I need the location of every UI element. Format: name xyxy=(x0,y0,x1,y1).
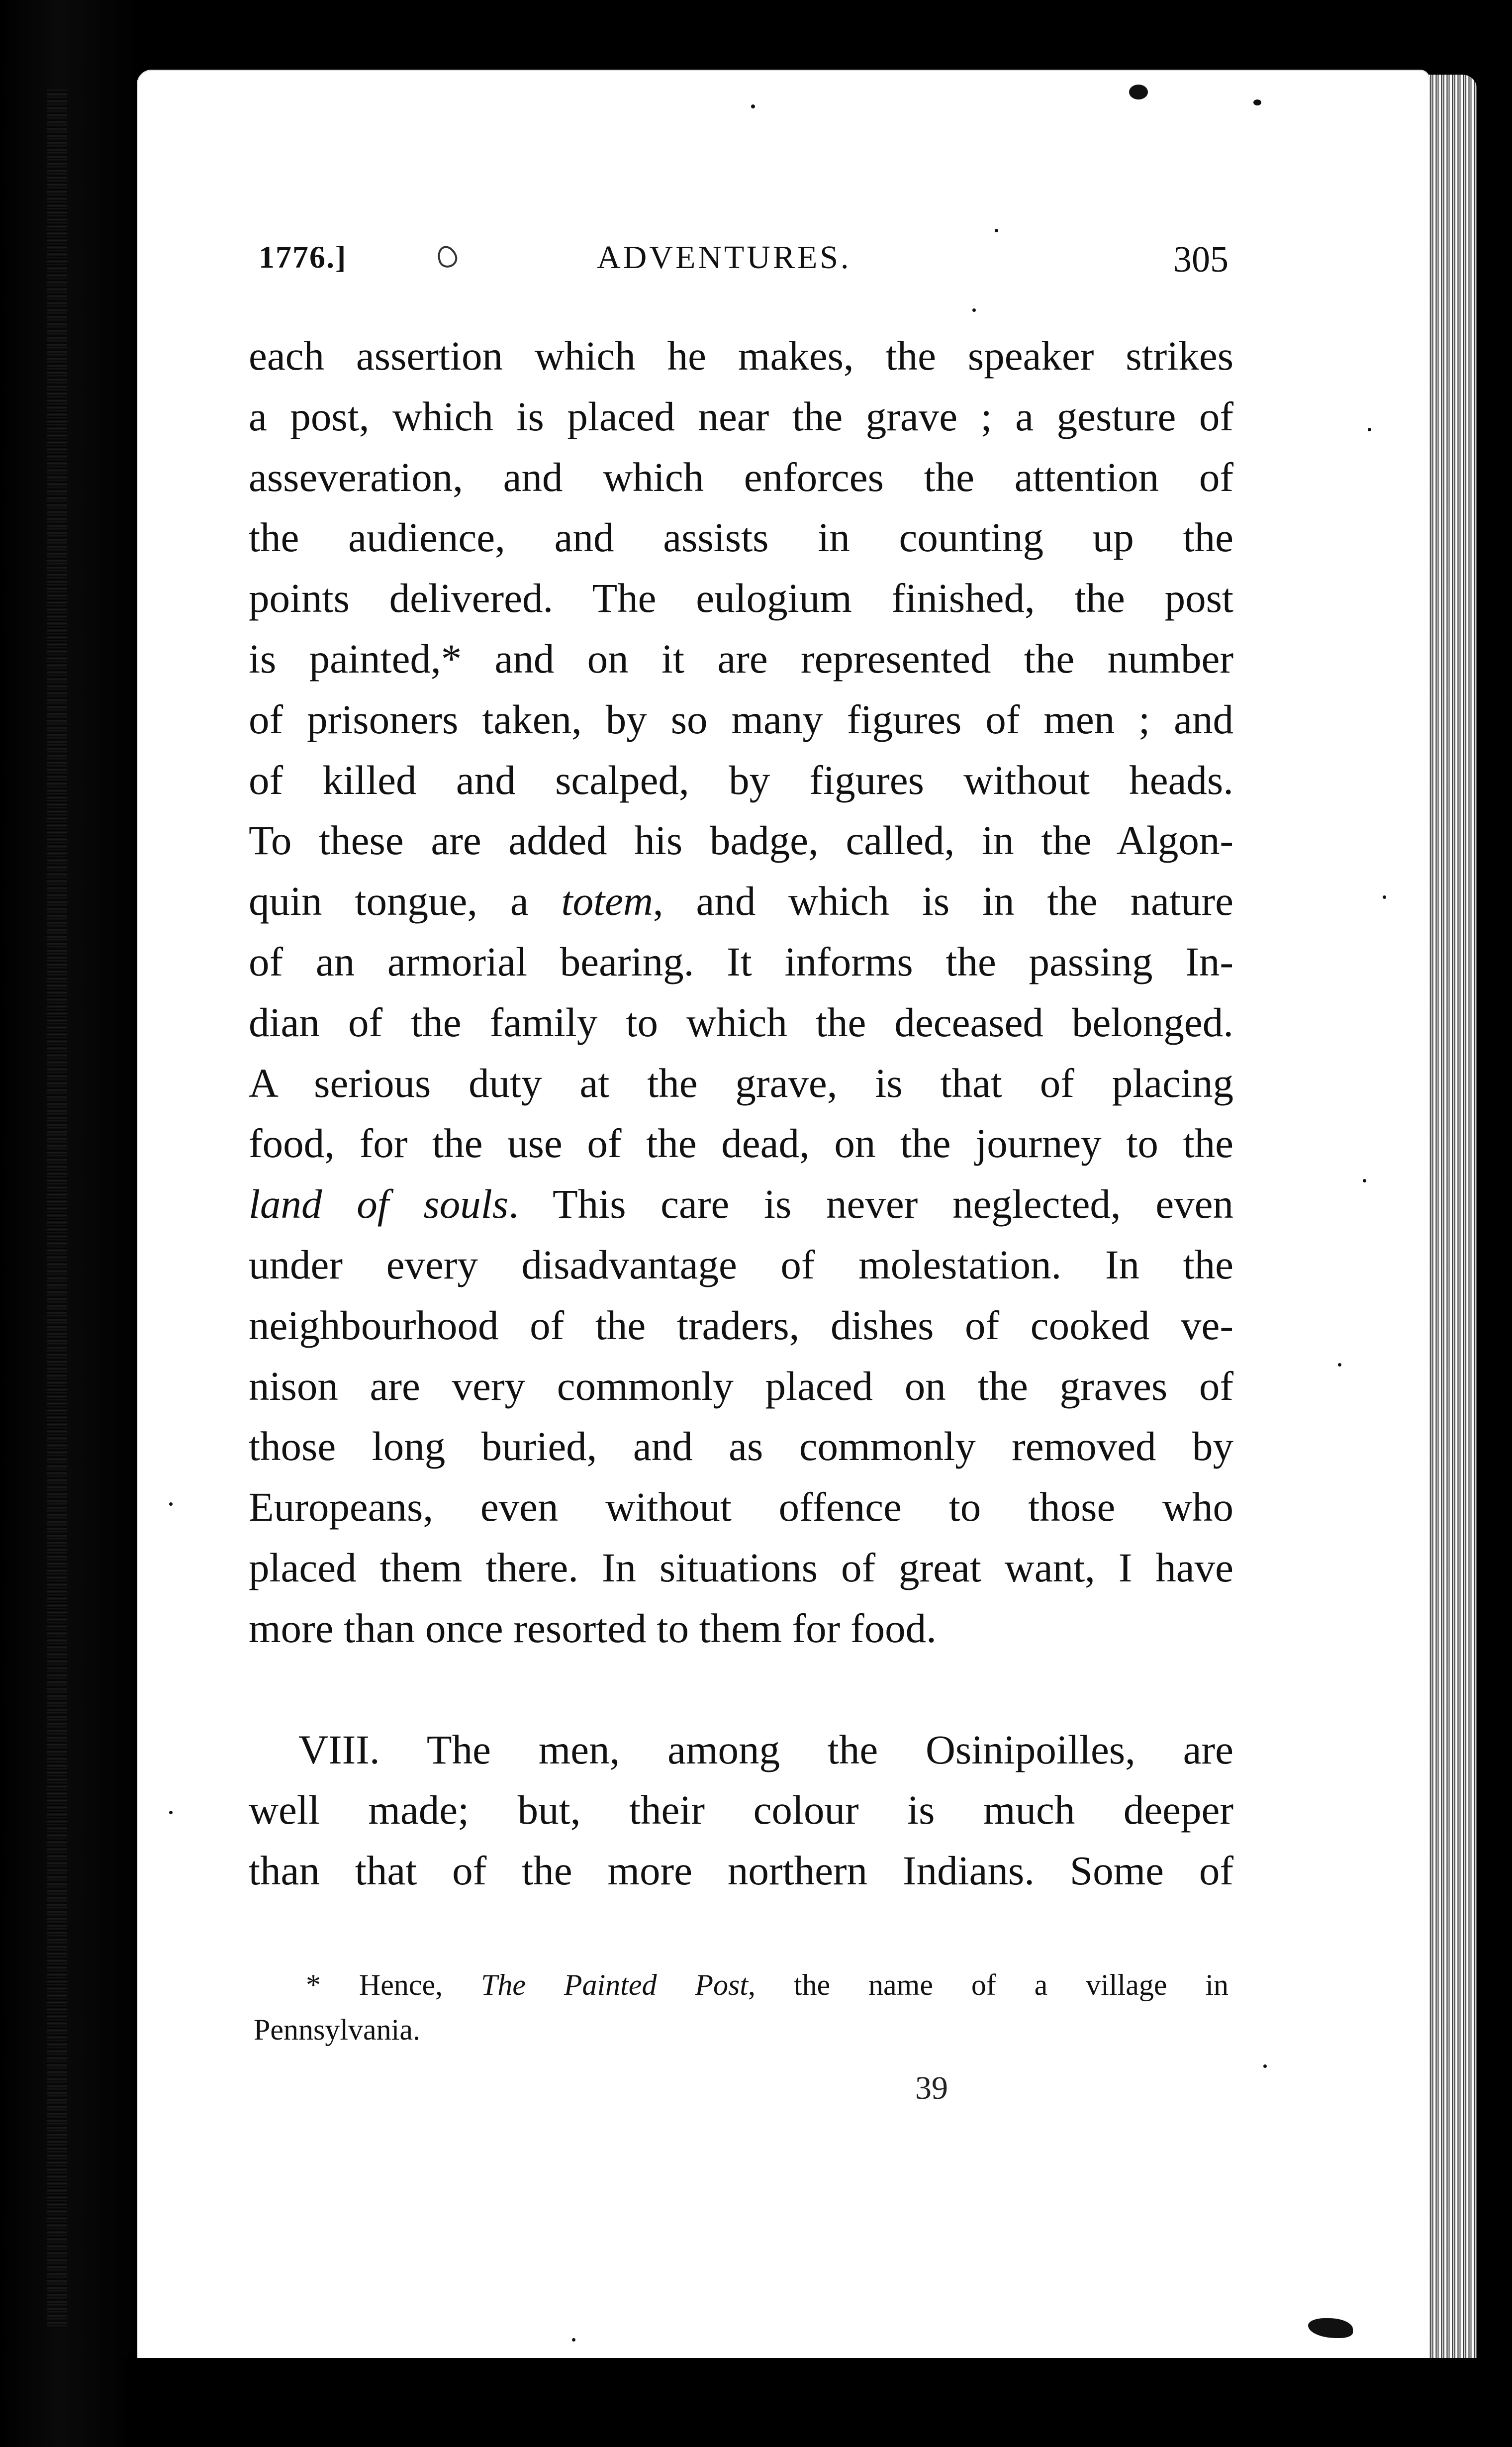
text-line: dian of the family to which the deceased belonged. xyxy=(249,999,1233,1045)
text-line: neighbourhood of the traders, dishes of cooked ve- xyxy=(249,1302,1233,1348)
text-line: well made; but, their colour is much deeper xyxy=(249,1787,1233,1833)
text-segment: . This care is never neglected, even xyxy=(508,1181,1233,1227)
text-segment: , and which is in the nature xyxy=(653,878,1233,924)
ink-speck xyxy=(751,104,755,108)
text-line: each assertion which he makes, the speaker strikes xyxy=(249,333,1233,379)
text-line: asseveration, and which enforces the attention of xyxy=(249,454,1233,500)
text-line: nison are very commonly placed on the graves of xyxy=(249,1363,1233,1409)
text-line: A serious duty at the grave, is that of placing xyxy=(249,1060,1233,1106)
italic-term: land of souls xyxy=(249,1181,509,1227)
text-line: of prisoners taken, by so many figures of men ; and xyxy=(249,696,1233,742)
ink-speck xyxy=(1338,1363,1341,1367)
paragraph-gap xyxy=(249,1659,1233,1720)
book-binding xyxy=(0,0,139,2447)
text-line: points delivered. The eulogium finished, the post xyxy=(249,575,1233,621)
footnote-italic-title: The Painted Post xyxy=(480,1968,748,2001)
ink-speck xyxy=(1263,2064,1267,2068)
text-line: those long buried, and as commonly removed by xyxy=(249,1423,1233,1469)
text-line: more than once resorted to them for food. xyxy=(249,1605,937,1651)
text-line: the audience, and assists in counting up the xyxy=(249,514,1233,561)
ink-speck xyxy=(169,1502,173,1506)
text-line: VIII. The men, among the Osinipoilles, are xyxy=(298,1726,1233,1772)
header-title: ADVENTURES. xyxy=(597,239,851,276)
ink-speck xyxy=(972,308,976,312)
paragraph-1 xyxy=(249,326,1233,1659)
binding-edge xyxy=(47,90,67,2328)
text-line: food, for the use of the dead, on the journey to the xyxy=(249,1120,1233,1167)
ink-speck xyxy=(1383,895,1386,899)
footnote-line-1 xyxy=(254,1962,1228,2007)
paragraph-2 xyxy=(249,1720,1233,1901)
text-line: Europeans, even without offence to those who xyxy=(249,1484,1233,1530)
text-line: is painted,* and on it are represented the number xyxy=(249,635,1233,682)
ink-speck xyxy=(1129,85,1148,99)
body-text xyxy=(249,326,1233,1901)
text-line: placed them there. In situations of great want, I have xyxy=(249,1544,1233,1590)
printer-mark-icon xyxy=(435,243,460,270)
page-number: 305 xyxy=(1173,239,1228,280)
header-year: 1776.] xyxy=(259,239,347,275)
text-line: of killed and scalped, by figures without heads. xyxy=(249,757,1233,803)
text-line xyxy=(249,1174,1233,1235)
text-segment: quin tongue, a xyxy=(249,878,562,924)
footnote-text-post: , the name of a village in xyxy=(748,1968,1228,2001)
text-line: a post, which is placed near the grave ; a gesture of xyxy=(249,393,1233,439)
ink-speck xyxy=(995,229,998,232)
signature-mark: 39 xyxy=(915,2070,948,2106)
ink-speck xyxy=(572,2338,575,2342)
footnote-line-2: Pennsylvania. xyxy=(254,2013,420,2046)
footnote-text-pre: * Hence, xyxy=(306,1968,481,2001)
text-line: To these are added his badge, called, in the Algon- xyxy=(249,817,1233,864)
text-line xyxy=(249,871,1233,932)
ink-speck xyxy=(1368,428,1371,431)
text-line: of an armorial bearing. It informs the passing In- xyxy=(249,938,1233,984)
bottom-shadow xyxy=(124,2358,1507,2447)
ink-speck xyxy=(1253,99,1261,105)
italic-term: totem xyxy=(561,878,653,924)
ink-speck xyxy=(1363,1179,1366,1182)
running-header xyxy=(259,239,1228,294)
footnote xyxy=(254,1962,1228,2052)
text-line: than that of the more northern Indians. Some of xyxy=(249,1848,1233,1894)
ink-speck xyxy=(169,1811,173,1814)
text-line: under every disadvantage of molestation. In the xyxy=(249,1241,1233,1287)
